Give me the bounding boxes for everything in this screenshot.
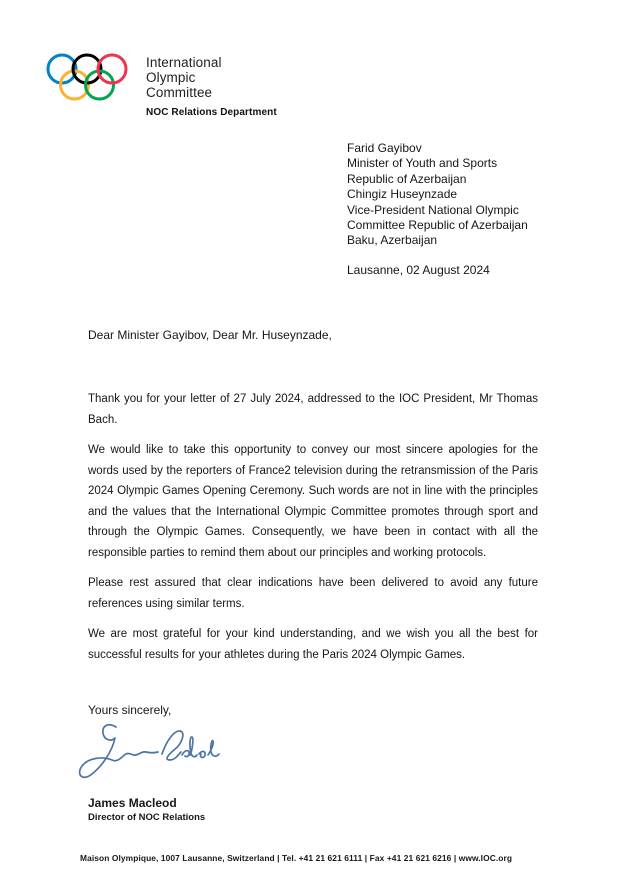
paragraph: Thank you for your letter of 27 July 2024, addressed to the IOC President, Mr Thomas Bach. bbox=[88, 393, 538, 426]
org-name bbox=[146, 55, 222, 100]
recipient-line: Chingiz Huseynzade bbox=[347, 187, 458, 202]
recipient-block bbox=[347, 141, 528, 249]
closing: Yours sincerely, bbox=[88, 703, 172, 717]
salutation: Dear Minister Gayibov, Dear Mr. Huseynzade, bbox=[88, 328, 332, 342]
date-line: Lausanne, 02 August 2024 bbox=[347, 263, 490, 277]
recipient-line: Farid Gayibov bbox=[347, 141, 422, 155]
paragraph: We are most grateful for your kind understanding, and we wish you all the best for successful results for your athletes during the Paris 2024 Olympic Games. bbox=[88, 628, 538, 661]
recipient-line: Vice-President National Olympic bbox=[347, 202, 519, 217]
footer-contact-line: Maison Olympique, 1007 Lausanne, Switzerland | Tel. +41 21 621 6111 | Fax +41 21 621 6216 | www.IOC.org bbox=[80, 853, 513, 863]
paragraph: Please rest assured that clear indications have been delivered to avoid any future references using similar terms. bbox=[88, 577, 538, 610]
signature-stroke bbox=[80, 725, 219, 778]
signatory-title: Director of NOC Relations bbox=[88, 812, 206, 823]
olympic-rings-logo bbox=[46, 53, 134, 103]
recipient-line: Republic of Azerbaijan bbox=[347, 171, 467, 186]
letter-body bbox=[88, 389, 538, 675]
recipient-line: Minister of Youth and Sports bbox=[347, 156, 498, 171]
department-name: NOC Relations Department bbox=[146, 107, 277, 118]
org-name-line: Olympic bbox=[146, 70, 196, 85]
paragraph: We would like to take this opportunity to convey our most sincere apologies for the words used by the reporters of France2 television during the retransmission of the Paris 2024 Olympic Games Opening Ceremony. Such words are not in line with the principles and the values that the International Olympic Committee promotes through sport and through the Olympic Games. Consequently, we have been in contact with all the responsible parties to remind them about our principles and working protocols. bbox=[88, 444, 538, 559]
signatory-name: James Macleod bbox=[88, 796, 177, 810]
recipient-line: Committee Republic of Azerbaijan bbox=[347, 218, 528, 233]
org-name-line: Committee bbox=[146, 85, 213, 100]
recipient-line: Baku, Azerbaijan bbox=[347, 233, 438, 248]
org-name-line: International bbox=[146, 55, 222, 70]
signature-image bbox=[78, 722, 230, 794]
